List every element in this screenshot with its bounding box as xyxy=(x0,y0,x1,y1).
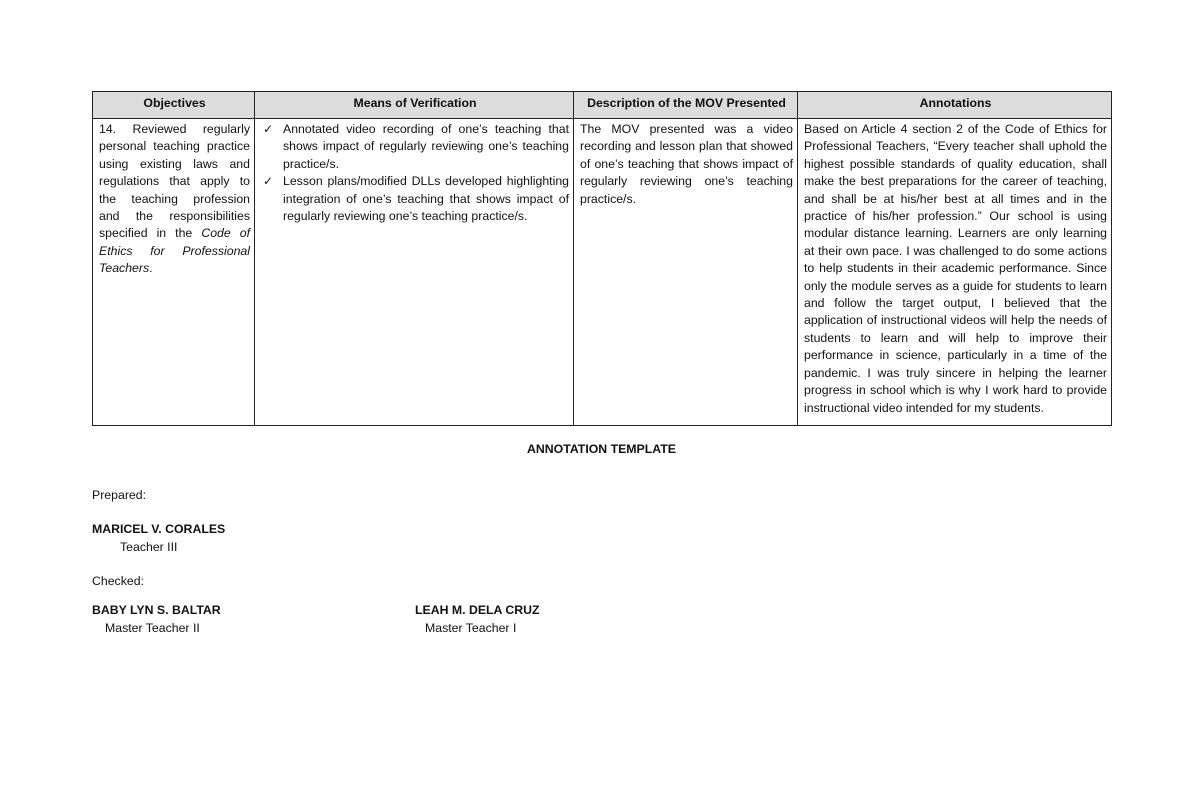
table-row xyxy=(93,119,1112,426)
means-item-text: Annotated video recording of one’s teaching that shows impact of regularly reviewing one’s teaching practice/s. xyxy=(283,122,569,171)
prepared-title: Teacher III xyxy=(120,540,178,554)
description-cell: The MOV presented was a video recording and lesson plan that showed of one’s teaching that shows impact of regularly reviewing one’s teaching practice/s. xyxy=(574,119,798,426)
checker-title-1: Master Teacher II xyxy=(105,621,200,635)
list-item xyxy=(263,121,569,173)
means-cell xyxy=(255,119,574,426)
means-list xyxy=(261,121,569,225)
header-mov-description: Description of the MOV Presented xyxy=(574,92,798,119)
objective-text xyxy=(99,121,250,278)
objective-suffix: . xyxy=(149,261,153,276)
header-objectives: Objectives xyxy=(93,92,255,119)
header-annotations: Annotations xyxy=(798,92,1112,119)
annotation-cell: Based on Article 4 section 2 of the Code of Ethics for Professional Teachers, “Every teacher shall uphold the highest possible standards of quality education, shall make the best preparations for the career of teaching, and shall be at his/her best at all times and in the practice of his/her profession.” Our school is using modular distance learning. Learners are only learning at their own pace. I was challenged to do some actions to help students in their academic performance. Since only the module serves as a guide for students to learn and follow the target output, I believed that the application of instructional videos will help the needs of students to learn and will help to improve their performance in science, particularly in a time of the pandemic. I was truly sincere in helping the learner progress in school which is why I work hard to provide instructional video intended for my students. xyxy=(798,119,1112,426)
list-item xyxy=(263,173,569,225)
objective-prefix: 14. Reviewed regularly personal teaching practice using existing laws and regulations that apply to the teaching profession and the responsibilities specified in the xyxy=(99,122,250,241)
checker-name-2: LEAH M. DELA CRUZ xyxy=(415,603,540,617)
checked-label: Checked: xyxy=(92,574,144,588)
objective-italic: Code of Ethics for Professional Teachers xyxy=(99,226,250,276)
means-item-text: Lesson plans/modified DLLs developed highlighting integration of one’s teaching that shows impact of regularly reviewing one’s teaching practice/s. xyxy=(283,174,569,224)
annotation-table xyxy=(92,91,1112,426)
checker-name-1: BABY LYN S. BALTAR xyxy=(92,603,221,617)
header-means-of-verification: Means of Verification xyxy=(255,92,574,119)
prepared-label: Prepared: xyxy=(92,488,147,502)
table-caption: ANNOTATION TEMPLATE xyxy=(527,442,676,456)
checkmark-icon: ✓ xyxy=(263,122,274,136)
prepared-name: MARICEL V. CORALES xyxy=(92,522,226,536)
checkmark-icon: ✓ xyxy=(263,174,274,189)
checker-title-2: Master Teacher I xyxy=(425,621,517,635)
table-header-row xyxy=(93,92,1112,119)
objective-cell xyxy=(93,119,255,426)
